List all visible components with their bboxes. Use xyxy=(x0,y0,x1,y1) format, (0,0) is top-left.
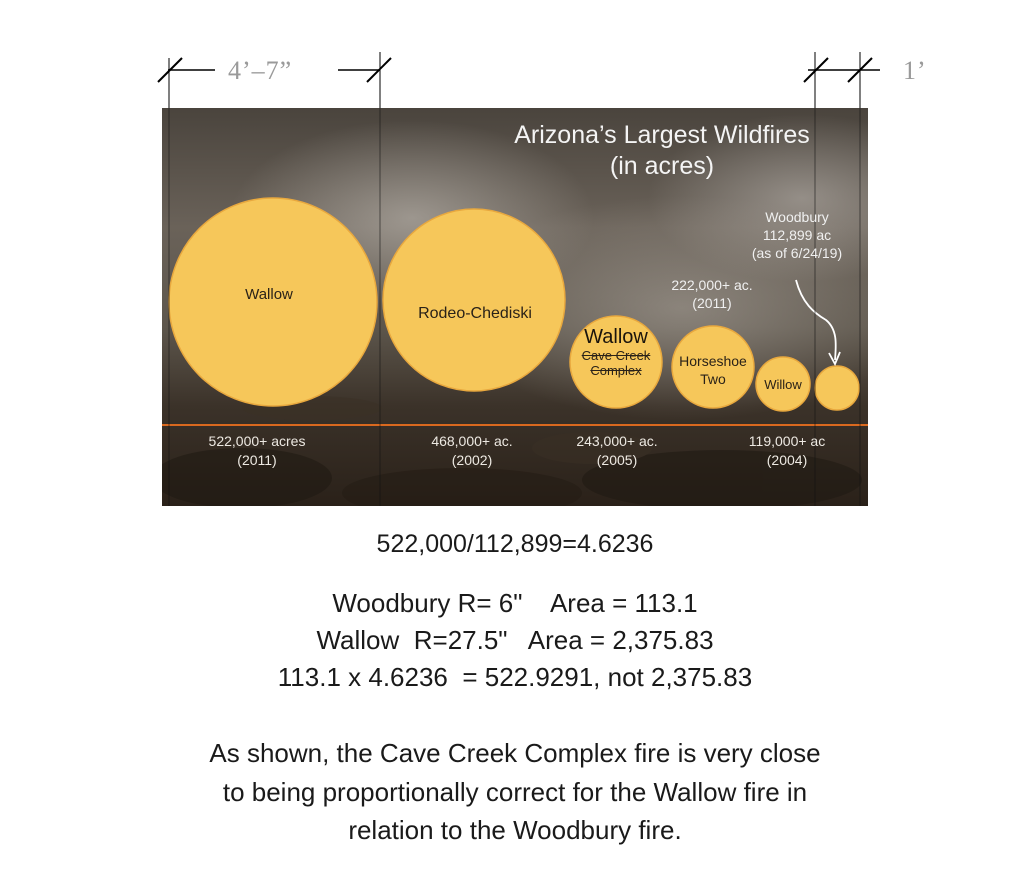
horseshoe-stat xyxy=(657,276,767,312)
circle-woodbury xyxy=(815,366,859,410)
label-complex-struck: Complex xyxy=(590,363,642,378)
stat-cave-creek xyxy=(552,432,682,470)
label-horseshoe: Horseshoe xyxy=(679,353,747,369)
label-horseshoe-two xyxy=(663,352,763,388)
wallow-area-line: Wallow R=27.5" Area = 2,375.83 xyxy=(316,625,714,655)
chart-title-line2: (in acres) xyxy=(609,152,715,180)
stat-wallow-year: (2011) xyxy=(237,452,277,468)
circle-rodeo-chediski xyxy=(383,209,565,391)
product-line: 113.1 x 4.6236 = 522.9291, not 2,375.83 xyxy=(277,662,753,692)
dimension-right-label: 1’ xyxy=(903,56,927,85)
woodbury-area-line: Woodbury R= 6" Area = 113.1 xyxy=(332,588,698,618)
horseshoe-acres: 222,000+ ac. xyxy=(671,277,753,293)
stat-rodeo-year: (2002) xyxy=(451,452,493,468)
label-two: Two xyxy=(700,371,726,387)
woodbury-note xyxy=(742,208,852,262)
chart-title xyxy=(482,120,842,182)
label-cave-creek-group xyxy=(566,326,666,378)
stat-rodeo-acres: 468,000+ ac. xyxy=(431,433,513,449)
dimension-left-label: 4’–7” xyxy=(228,56,293,85)
woodbury-note-acres: 112,899 ac xyxy=(762,227,832,243)
conclusion-line-2: to being proportionally correct for the Wallow fire in xyxy=(222,777,808,807)
label-wallow: Wallow xyxy=(245,286,293,303)
dimension-lines xyxy=(0,0,1030,120)
label-willow: Willow xyxy=(764,377,802,392)
wildfire-infographic xyxy=(162,108,868,506)
label-wallow-corrected: Wallow xyxy=(584,326,648,348)
conclusion-line-1: As shown, the Cave Creek Complex fire is very close xyxy=(209,738,821,768)
ratio-calculation: 522,000/112,899=4.6236 xyxy=(376,530,654,558)
label-rodeo-chediski: Rodeo-Chediski xyxy=(418,305,532,322)
woodbury-note-date: (as of 6/24/19) xyxy=(751,245,843,261)
stat-rodeo xyxy=(407,432,537,470)
label-cave-creek-struck: Cave Creek xyxy=(581,348,651,363)
woodbury-note-name: Woodbury xyxy=(765,209,829,225)
stat-willow-year: (2004) xyxy=(766,452,808,468)
stat-wallow xyxy=(192,432,322,470)
stat-willow-acres: 119,000+ ac xyxy=(748,433,826,449)
woodbury-arrow xyxy=(796,280,836,360)
stat-cave-creek-acres: 243,000+ ac. xyxy=(576,433,658,449)
horseshoe-year: (2011) xyxy=(692,295,732,311)
stat-cave-creek-year: (2005) xyxy=(596,452,638,468)
stat-willow xyxy=(722,432,852,470)
chart-title-line1: Arizona’s Largest Wildfires xyxy=(514,121,810,149)
stat-wallow-acres: 522,000+ acres xyxy=(208,433,306,449)
conclusion-line-3: relation to the Woodbury fire. xyxy=(348,815,682,845)
